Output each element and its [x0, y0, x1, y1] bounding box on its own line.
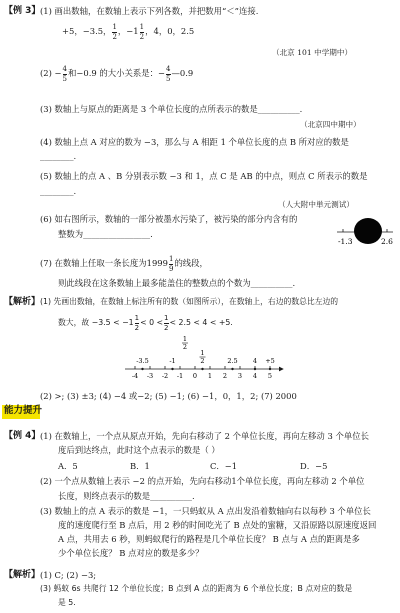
sol3-line2 [58, 312, 233, 334]
number-point [201, 368, 203, 370]
ink-blot [354, 218, 382, 244]
fraction [63, 66, 67, 83]
ex3-q4-line1: (4) 数轴上点 A 对应的数为 −3，那么与 A 相距 1 个单位长度的点 B 所对应的数是 [40, 137, 349, 147]
ex4-q3-line4: 少个单位长度？ B 点对应的数是多少？ [58, 548, 204, 558]
ex4-q3-line2: 度的速度爬行至 B 点后，用 2 秒的时间吃光了 B 点处的蜜糖，又沿原路以原速度返回 [58, 520, 377, 530]
denominator: 2 [134, 323, 140, 332]
example-3-label: 【例 3】 [4, 6, 41, 16]
ex3-q1-numbers [62, 20, 194, 44]
fraction [140, 24, 144, 41]
ex3-q3: (3) 数轴上与原点的距离是 3 个单位长度的点所表示的数是__________. [40, 104, 303, 114]
point-label: -3.5 [136, 357, 149, 365]
numerator: 1 [164, 313, 169, 322]
fraction [169, 256, 173, 273]
solution-label: 【解析】 [4, 570, 41, 580]
ex3-q7-line2: 则此线段在这条数轴上最多能盖住的整数点的个数为__________. [58, 278, 296, 288]
point-label: 4 [252, 357, 258, 365]
ex3-q4-line2: ________. [40, 151, 77, 161]
sol4-line3: 是 5. [58, 598, 76, 607]
ex4-q2-line1: (2) 一个点从数轴上表示 −2 的点开始，先向右移动1个单位长度，再向左移动 2 个单位 [40, 476, 365, 486]
example-4-label: 【例 4】 [4, 431, 41, 441]
axis-tick-label: 3 [237, 372, 243, 380]
denominator: 2 [139, 32, 145, 41]
numerator: 4 [62, 64, 68, 73]
ex4-q3-line1: (3) 数轴上的点 A 表示的数是 −1，一只蚂蚁从 A 点出发沿着数轴向右以每秒 3 个单位长 [40, 506, 371, 516]
axis-tick-label: 1 [207, 372, 213, 380]
denominator: 2 [112, 32, 117, 41]
fraction [164, 315, 168, 332]
axis-tick-label: -3 [146, 372, 154, 380]
axis-tick-label: -2 [161, 372, 169, 380]
top-fraction-half [182, 335, 188, 351]
option-c: C．−1 [210, 461, 238, 471]
option-d: D．−5 [300, 461, 328, 471]
left-value: -1.3 [338, 237, 353, 246]
denominator: 2 [164, 323, 169, 332]
sol3-part2: < 0 < [140, 317, 164, 327]
ex3-q7-line1 [40, 252, 208, 276]
ex3-q7-part2: 的线段， [174, 258, 208, 269]
solution-number-line [125, 335, 285, 387]
ex3-q1-part1: +5，−3.5， [62, 26, 112, 37]
number-point [231, 368, 233, 370]
numerator: 1 [139, 22, 145, 31]
option-a: A．5 [58, 461, 78, 471]
sol3-line1: (1) 先画出数轴，在数轴上标注所有的数（如图所示），在数轴上，右边的数总比左边的 [40, 297, 339, 306]
denominator: 5 [62, 74, 68, 83]
sol4-line1: (1) C; (2) −3; [40, 570, 97, 580]
sol4-line2: (3) 蚂蚁 6s 共爬行 12 个单位长度；B 点到 A 点的距离为 6 个单位长度；B 点对应的数是 [40, 584, 353, 593]
source-note: （北京四中期中） [300, 120, 361, 129]
fraction [166, 66, 170, 83]
number-point [171, 368, 173, 370]
ex3-q7-part1: (7) 在数轴上任取一条长度为1999 [40, 258, 168, 269]
denominator: 5 [166, 74, 171, 83]
section-title: 能力提升 [4, 405, 43, 416]
ex3-q6-line2: 整数为________________. [58, 229, 153, 239]
ex3-q2 [40, 62, 193, 86]
ex3-q2-part2: 和−0.9 的大小关系是：− [68, 68, 166, 79]
solution-label: 【解析】 [4, 297, 41, 307]
sol3-answers: (2) >; (3) ±3; (4) −4 或−2; (5) −1; (6) −1，0，1，2; (7) 2000 [40, 391, 297, 401]
axis-tick-label: -1 [176, 372, 184, 380]
ex3-q2-part1: (2) − [40, 68, 62, 79]
ink-blot-number-line [335, 210, 395, 250]
ex3-q2-part3: —0.9 [171, 68, 194, 79]
source-note: （北京 101 中学期中） [272, 48, 353, 57]
axis-tick-label: 5 [267, 372, 273, 380]
axis-tick-label: -4 [131, 372, 139, 380]
fraction [112, 24, 116, 41]
ex3-q1-part3: ，4，0，2.5 [145, 26, 195, 37]
point-label: +5 [265, 357, 275, 365]
ex3-q1-part2: ，−1 [117, 26, 139, 37]
axis-tick-label: 4 [252, 372, 258, 380]
axis-tick-label: 0 [192, 372, 198, 380]
numerator: 4 [166, 64, 171, 73]
number-point [269, 368, 271, 370]
sol3-part1: 数大，故 −3.5 < −1 [58, 317, 134, 327]
fraction [135, 315, 139, 332]
numerator: 1 [200, 349, 205, 357]
ex4-q1-line2: 度后到达终点，此时这个点表示的数是（ ） [58, 445, 220, 455]
point-label: -1 [169, 357, 176, 365]
ex3-q6-line1: (6) 如右图所示，数轴的一部分被墨水污染了，被污染的部分内含有的 [40, 214, 298, 224]
denominator: 2 [200, 357, 205, 365]
numerator: 1 [134, 313, 140, 322]
denominator: 2 [182, 343, 188, 351]
axis-tick-label: 2 [222, 372, 228, 380]
number-point [254, 368, 256, 370]
ex3-q5-line2: ________. [40, 186, 77, 196]
ex4-q2-line2: 长度，则终点表示的数是__________. [58, 491, 195, 501]
source-note: （人大附中単元测试） [278, 200, 354, 209]
number-point [141, 368, 143, 370]
numerator: 1 [112, 22, 117, 31]
half-label [200, 349, 206, 365]
numerator: 1 [168, 254, 174, 263]
ex3-q5-line1: (5) 数轴上的点 A 、B 分别表示数 −3 和 1，点 C 是 AB 的中点，则点 C 所表示的数是 [40, 171, 368, 181]
denominator: 9 [168, 264, 174, 273]
point-label: 2.5 [227, 357, 238, 365]
ex4-q3-line3: A 点，共用去 6 秒，则蚂蚁爬行的路程是几个单位长度？ B 点与 A 点的距离是多 [58, 534, 360, 544]
right-value: 2.6 [381, 237, 393, 246]
ex4-q1-line1: (1) 在数轴上，一个点从原点开始，先向右移动了 2 个单位长度，再向左移动 3 个单位长 [40, 431, 369, 441]
sol3-part3: < 2.5 < 4 < +5. [169, 317, 233, 327]
option-b: B．1 [130, 461, 150, 471]
ex3-q1-line1: (1) 画出数轴，在数轴上表示下列各数，并把数用“＜”连接. [40, 6, 259, 16]
numerator: 1 [182, 335, 188, 343]
